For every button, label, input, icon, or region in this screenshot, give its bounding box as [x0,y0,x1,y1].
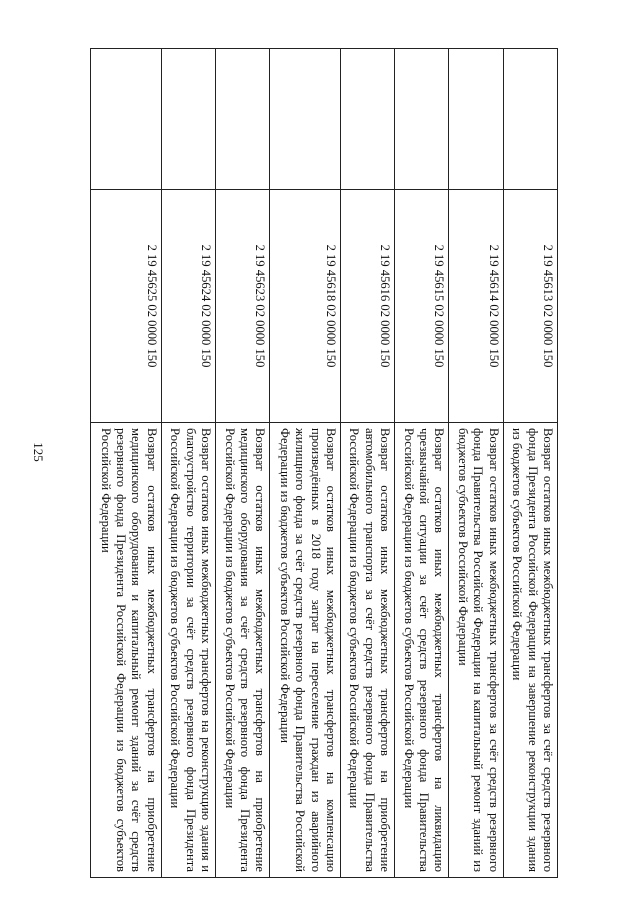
empty-cell [270,49,341,190]
description-cell: Возврат остатков иных межбюджетных трансфертов на реконструкцию здания и благоустройство территории за счёт средств резервного фонда Президента Российской Федерации из бюджетов субъектов Российской Федерации [161,423,215,878]
table-row [91,49,162,878]
budget-codes-table [90,48,558,878]
empty-cell [340,49,394,190]
description-cell: Возврат остатков иных межбюджетных трансфертов на приобретение медицинского оборудования за счёт средств резервного фонда Президента Российской Федерации из бюджетов субъектов Российской Федерации [215,423,269,878]
table-row [270,49,341,878]
empty-cell [395,49,449,190]
code-cell: 2 19 45625 02 0000 150 [91,190,162,423]
code-cell: 2 19 45613 02 0000 150 [503,190,557,423]
code-cell: 2 19 45623 02 0000 150 [215,190,269,423]
code-cell: 2 19 45615 02 0000 150 [395,190,449,423]
rotated-table-container [90,48,558,878]
code-cell: 2 19 45616 02 0000 150 [340,190,394,423]
description-cell: Возврат остатков иных межбюджетных трансфертов на компенсацию произведённых в 2018 году затрат на переселение граждан из аварийного жилищного фонда за счёт средств резервного фонда Правительства Российской Федерации из бюджетов субъектов Российской Федерации [270,423,341,878]
page-number: 125 [31,442,46,462]
empty-cell [449,49,503,190]
table-orientation [90,48,558,878]
empty-cell [161,49,215,190]
description-cell: Возврат остатков иных межбюджетных трансфертов на приобретение медицинского оборудования и капитальный ремонт зданий за счёт средств резервного фонда Президента Российской Федерации из бюджетов субъектов Российской Федерации [91,423,162,878]
empty-cell [91,49,162,190]
table-row [215,49,269,878]
code-cell: 2 19 45618 02 0000 150 [270,190,341,423]
table-row [161,49,215,878]
table-row [449,49,503,878]
code-cell: 2 19 45624 02 0000 150 [161,190,215,423]
table-row [395,49,449,878]
description-cell: Возврат остатков иных межбюджетных трансфертов на приобретение автомобильного транспорта за счёт средств резервного фонда Правительства Российской Федерации из бюджетов субъектов Российской Федерации [340,423,394,878]
code-cell: 2 19 45614 02 0000 150 [449,190,503,423]
table-row [340,49,394,878]
description-cell: Возврат остатков иных межбюджетных трансфертов на ликвидацию чрезвычайной ситуации за счёт средств резервного фонда Правительства Российской Федерации из бюджетов субъектов Российской Федерации [395,423,449,878]
table-row [503,49,557,878]
description-cell: Возврат остатков иных межбюджетных трансфертов за счёт средств резервного фонда Правительства Российской Федерации на капитальный ремонт зданий из бюджетов субъектов Российской Федерации [449,423,503,878]
empty-cell [503,49,557,190]
description-cell: Возврат остатков иных межбюджетных трансфертов за счёт средств резервного фонда Президента Российской Федерации на завершение реконструкции здания из бюджетов субъектов Российской Федерации [503,423,557,878]
empty-cell [215,49,269,190]
